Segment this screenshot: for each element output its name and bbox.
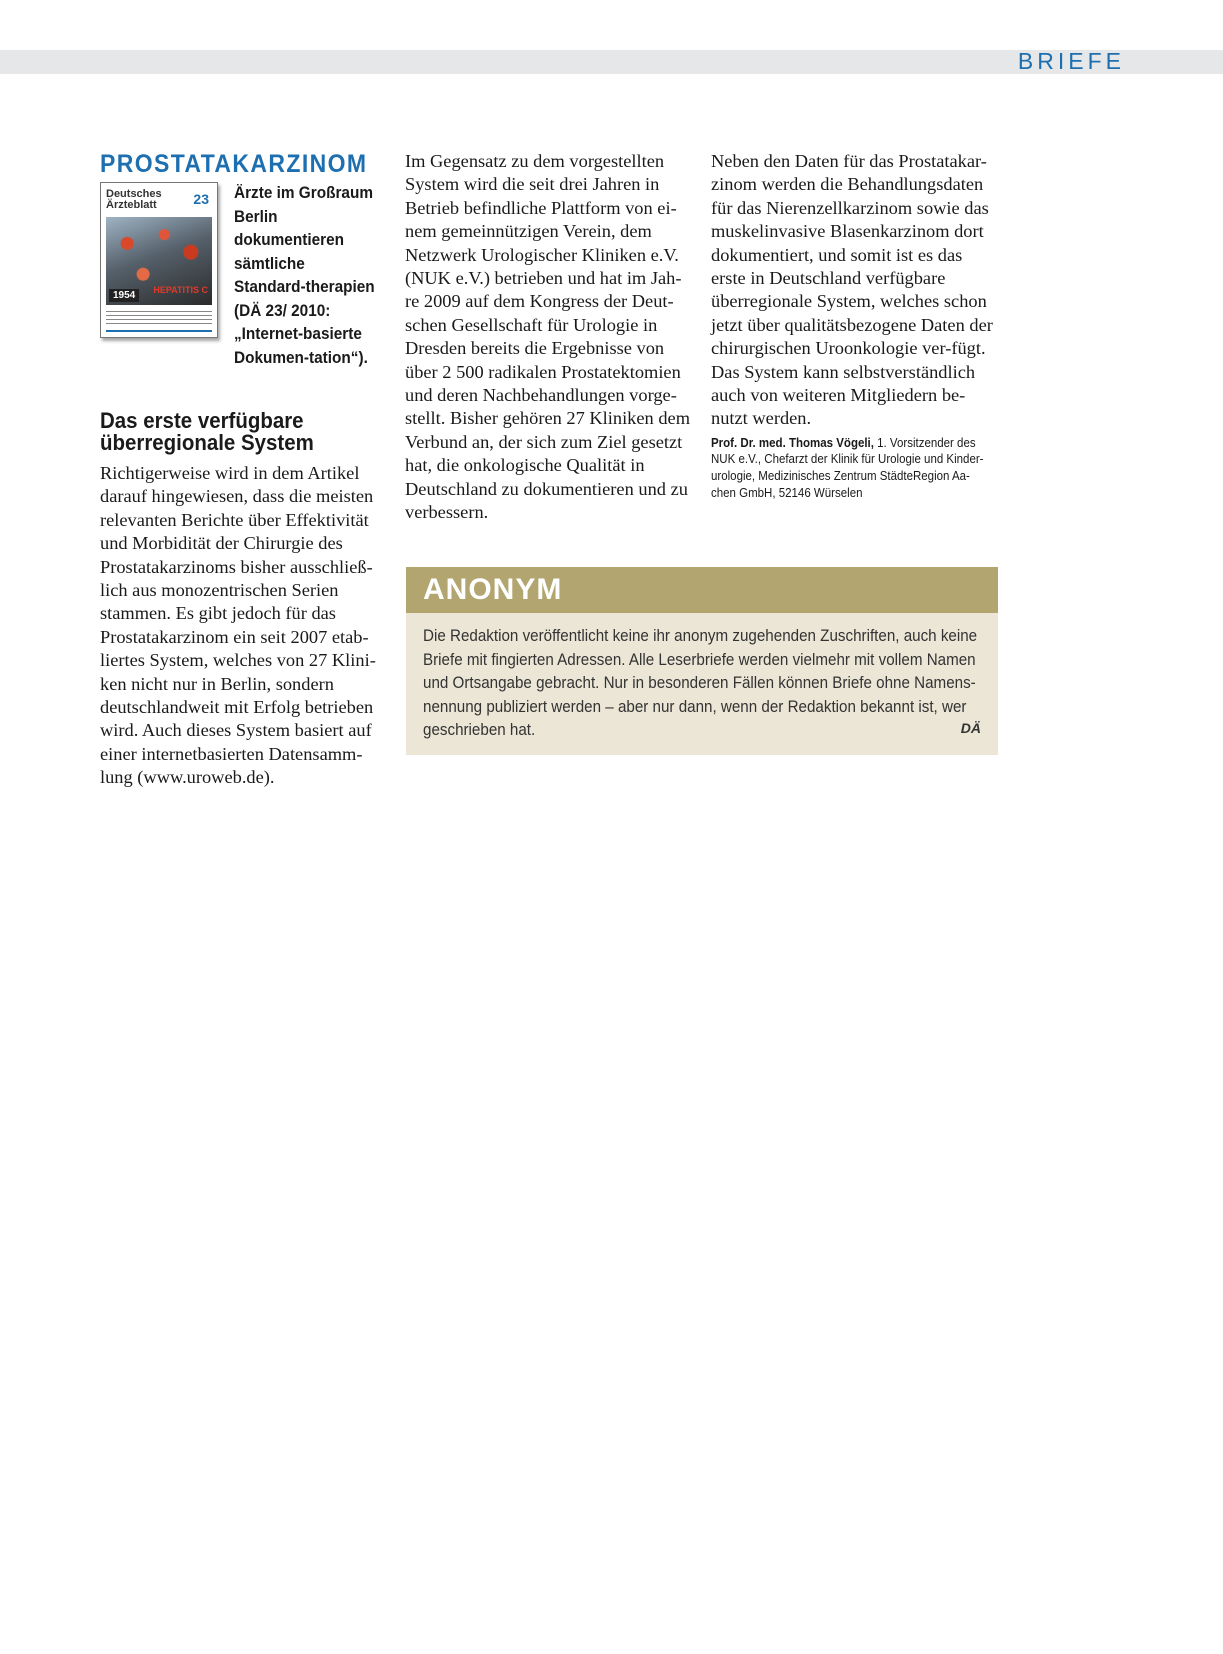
letter-paragraph-4: Das System kann selbstverständlich auch von weiteren Mitgliedern be-nutzt werden.: [711, 361, 976, 429]
cover-title: [106, 189, 162, 211]
letter-paragraph-3: Neben den Daten für das Prostatakar-zinom werden die Behandlungsdaten für das Nierenzellkarzinom sowie das muskelinvasive Blasenkarzinom dort dokumentiert, und somit ist es das erste in Deutschland verfügbare überregionale System, welches schon jetzt über qualitätsbezogene Daten der chirurgischen Uroonkologie ver-fügt.: [711, 151, 993, 359]
article-kicker: PROSTATAKARZINOM: [100, 150, 368, 178]
cover-year: 1954: [109, 289, 139, 302]
cover-text-lines: [106, 311, 212, 327]
author-details: 1. Vorsitzender des NUK e.V., Chefarzt der Klinik für Urologie und Kinder-urologie, Medizinisches Zentrum StädteRegion Aa-chen GmbH, 52146 Würselen: [711, 435, 984, 500]
column-1: [100, 150, 390, 790]
author-signature: [711, 435, 987, 501]
notice-signature: DÄ: [960, 720, 981, 736]
cover-title-line1: Deutsches: [106, 188, 162, 200]
notice-title: ANONYM: [406, 567, 998, 613]
cover-photo: [106, 217, 212, 305]
reference-block: [100, 182, 390, 370]
letter-paragraph-2: Im Gegensatz zu dem vorgestellten System wird die seit drei Jahren in Betrieb befindliche Plattform von ei-nem gemeinnützigen Verein, dem Netzwerk Urologischer Kliniken e.V. (NUK e.V.) betrieben und hat im Jah-re 2009 auf dem Kongress der Deut-schen Gesellschaft für Urologie in Dresden bereits die Ergebnisse von über 2 500 radikalen Prostatektomien und deren Nachbehandlungen vorge-stellt. Bisher gehören 27 Kliniken dem Verbund an, der sich zum Ziel gesetzt hat, die onkologische Qualität in Deutschland zu dokumentieren und zu verbessern.: [405, 151, 691, 523]
reference-note: Ärzte im Großraum Berlin dokumentieren sämtliche Standard-therapien (DÄ 23/ 2010: „Internet-basierte Dokumen-tation“).: [234, 184, 375, 367]
notice-text: Die Redaktion veröffentlicht keine ihr anonym zugehenden Zuschriften, auch keine Briefe mit fingierten Adressen. Alle Leserbriefe werden vielmehr mit vollem Namen und Ortsangabe gebracht. Nur in besonderen Fällen können Briefe ohne Namens-nennung publiziert werden – aber nur dann, wenn der Redaktion bekannt ist, wer geschrieben hat.: [423, 627, 978, 739]
cover-headline: HEPATITIS C: [153, 285, 208, 295]
letter-heading: Das erste verfügbare überregionale System: [100, 408, 314, 455]
author-name: Prof. Dr. med. Thomas Vögeli,: [711, 435, 874, 450]
cover-title-line2: Ärzteblatt: [106, 199, 157, 211]
anonymous-notice-box: [406, 567, 998, 755]
letter-paragraph-1: Richtigerweise wird in dem Artikel darauf hingewiesen, dass die meisten relevanten Berichte über Effektivität und Morbidität der Chirurgie des Prostatakarzinoms bisher ausschließ-lich aus monozentrischen Serien stammen. Es gibt jedoch für das Prostatakarzinom ein seit 2007 etab-liertes System, welches von 27 Klini-ken nicht nur in Berlin, sondern deutschlandweit mit Erfolg betrieben wird. Auch dieses System basiert auf einer internetbasierten Datensamm-lung (www.uroweb.de).: [100, 463, 376, 788]
cover-issue-number: 23: [193, 191, 209, 207]
cover-rule: [106, 330, 212, 332]
notice-body: [406, 613, 998, 755]
magazine-cover-image: [100, 182, 218, 338]
column-3: [711, 150, 1001, 501]
column-2: [405, 150, 690, 525]
section-label: BRIEFE: [1017, 48, 1125, 74]
